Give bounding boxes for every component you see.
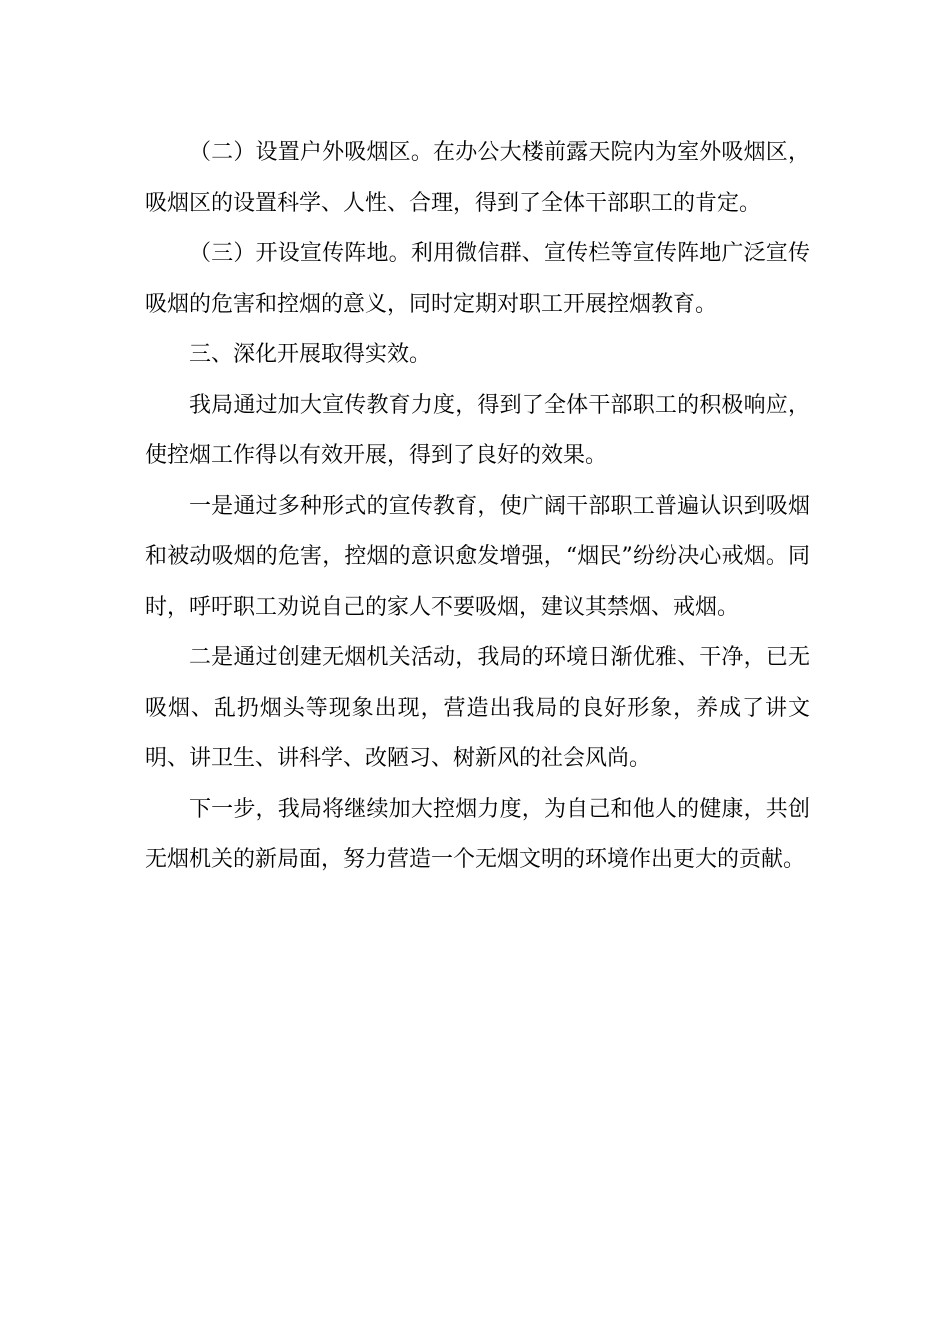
section-heading-results: 三、深化开展取得实效。: [189, 342, 432, 367]
document-body: [145, 128, 810, 886]
paragraph-publicity-channels: （三）开设宣传阵地。利用微信群、宣传栏等宣传阵地广泛宣传吸烟的危害和控烟的意义，同时定期对职工开展控烟教育。: [145, 241, 810, 317]
paragraph-outdoor-smoking-area: （二）设置户外吸烟区。在办公大楼前露天院内为室外吸烟区，吸烟区的设置科学、人性、合理，得到了全体干部职工的肯定。: [145, 140, 810, 216]
paragraph-results-summary: 我局通过加大宣传教育力度，得到了全体干部职工的积极响应，使控烟工作得以有效开展，得到了良好的效果。: [145, 392, 810, 468]
paragraph-next-steps: 下一步，我局将继续加大控烟力度，为自己和他人的健康，共创无烟机关的新局面，努力营造一个无烟文明的环境作出更大的贡献。: [145, 796, 810, 872]
paragraph-result-one: 一是通过多种形式的宣传教育，使广阔干部职工普遍认识到吸烟和被动吸烟的危害，控烟的意识愈发增强，“烟民”纷纷决心戒烟。同时，呼吁职工劝说自己的家人不要吸烟，建议其禁烟、戒烟。: [145, 493, 810, 620]
paragraph-result-two: 二是通过创建无烟机关活动，我局的环境日渐优雅、干净，已无吸烟、乱扔烟头等现象出现，营造出我局的良好形象，养成了讲文明、讲卫生、讲科学、改陋习、树新风的社会风尚。: [145, 645, 810, 771]
